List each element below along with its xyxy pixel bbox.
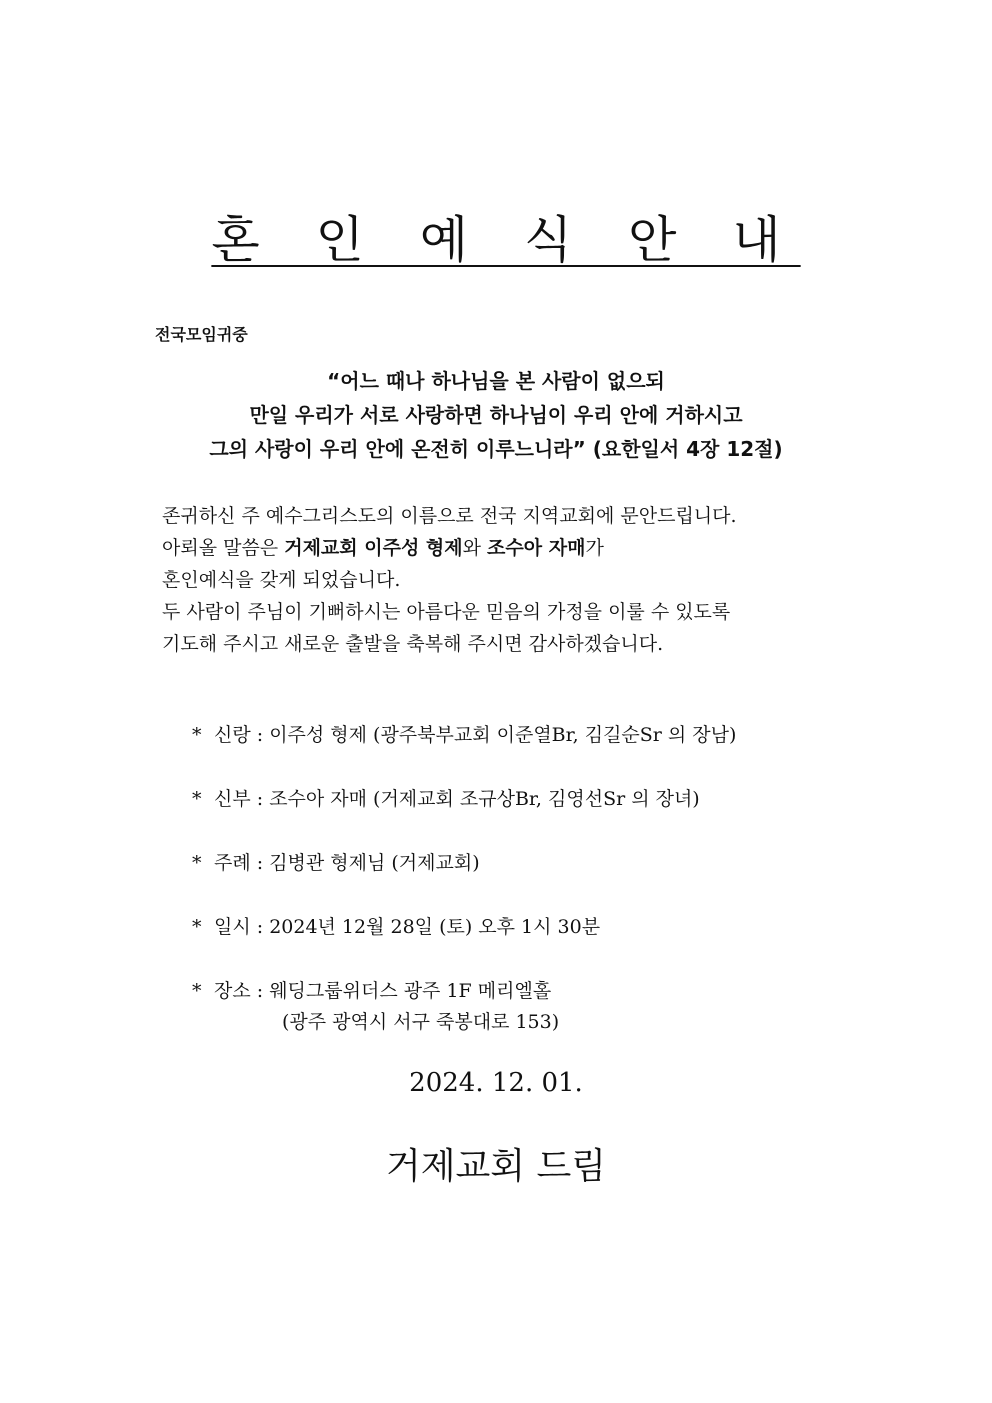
- bullet-icon: *: [192, 788, 202, 810]
- detail-datetime: [192, 912, 736, 976]
- detail-officiant: [192, 848, 736, 912]
- body-line-4: 두 사람이 주님이 기뻐하시는 아름다운 믿음의 가정을 이룰 수 있도록: [162, 601, 731, 623]
- bullet-icon: *: [192, 980, 202, 1002]
- body-line-1: 존귀하신 주 예수그리스도의 이름으로 전국 지역교회에 문안드립니다.: [162, 505, 737, 527]
- verse-line-1: “어느 때나 하나님을 본 사람이 없으되: [327, 369, 665, 393]
- bullet-icon: *: [192, 724, 202, 746]
- ceremony-details: [192, 720, 736, 1040]
- bible-verse: [0, 364, 992, 466]
- detail-groom-text: 신랑 : 이주성 형제 (광주북부교회 이준열Br, 김길순Sr 의 장남): [214, 724, 737, 746]
- body-line-3: 혼인예식을 갖게 되었습니다.: [162, 569, 401, 591]
- page-title: [0, 205, 992, 275]
- body-line-5: 기도해 주시고 새로운 출발을 축복해 주시면 감사하겠습니다.: [162, 633, 664, 655]
- body-line-2: [162, 532, 737, 564]
- detail-venue-text: 장소 : 웨딩그룹위더스 광주 1F 메리엘홀: [214, 980, 552, 1002]
- page-title-text: 혼 인 예 식 안 내: [211, 211, 801, 269]
- verse-line-2: 만일 우리가 서로 사랑하면 하나님이 우리 안에 거하시고: [249, 403, 743, 427]
- recipient-line: 전국모임귀중: [155, 325, 248, 344]
- bullet-icon: *: [192, 916, 202, 938]
- detail-bride-text: 신부 : 조수아 자매 (거제교회 조규상Br, 김영선Sr 의 장녀): [214, 788, 700, 810]
- detail-groom: [192, 720, 736, 784]
- signature: 거제교회 드림: [385, 1146, 607, 1187]
- greeting-body: [162, 500, 737, 660]
- detail-datetime-text: 일시 : 2024년 12월 28일 (토) 오후 1시 30분: [214, 916, 601, 938]
- body-line-2-post: 가: [585, 537, 604, 559]
- verse-line-3: 그의 사랑이 우리 안에 온전히 이루느니라” (요한일서 4장 12절): [209, 437, 783, 461]
- detail-bride: [192, 784, 736, 848]
- body-line-2-mid: 와: [462, 537, 488, 559]
- body-line-2-pre: 아뢰올 말씀은: [162, 537, 285, 559]
- groom-highlight: 거제교회 이주성 형제: [284, 537, 463, 559]
- detail-venue: [192, 976, 736, 1040]
- issue-date: 2024. 12. 01.: [409, 1068, 583, 1098]
- detail-officiant-text: 주례 : 김병관 형제님 (거제교회): [214, 852, 480, 874]
- bride-highlight: 조수아 자매: [487, 537, 586, 559]
- detail-address-text: (광주 광역시 서구 죽봉대로 153): [282, 1011, 560, 1033]
- bullet-icon: *: [192, 852, 202, 874]
